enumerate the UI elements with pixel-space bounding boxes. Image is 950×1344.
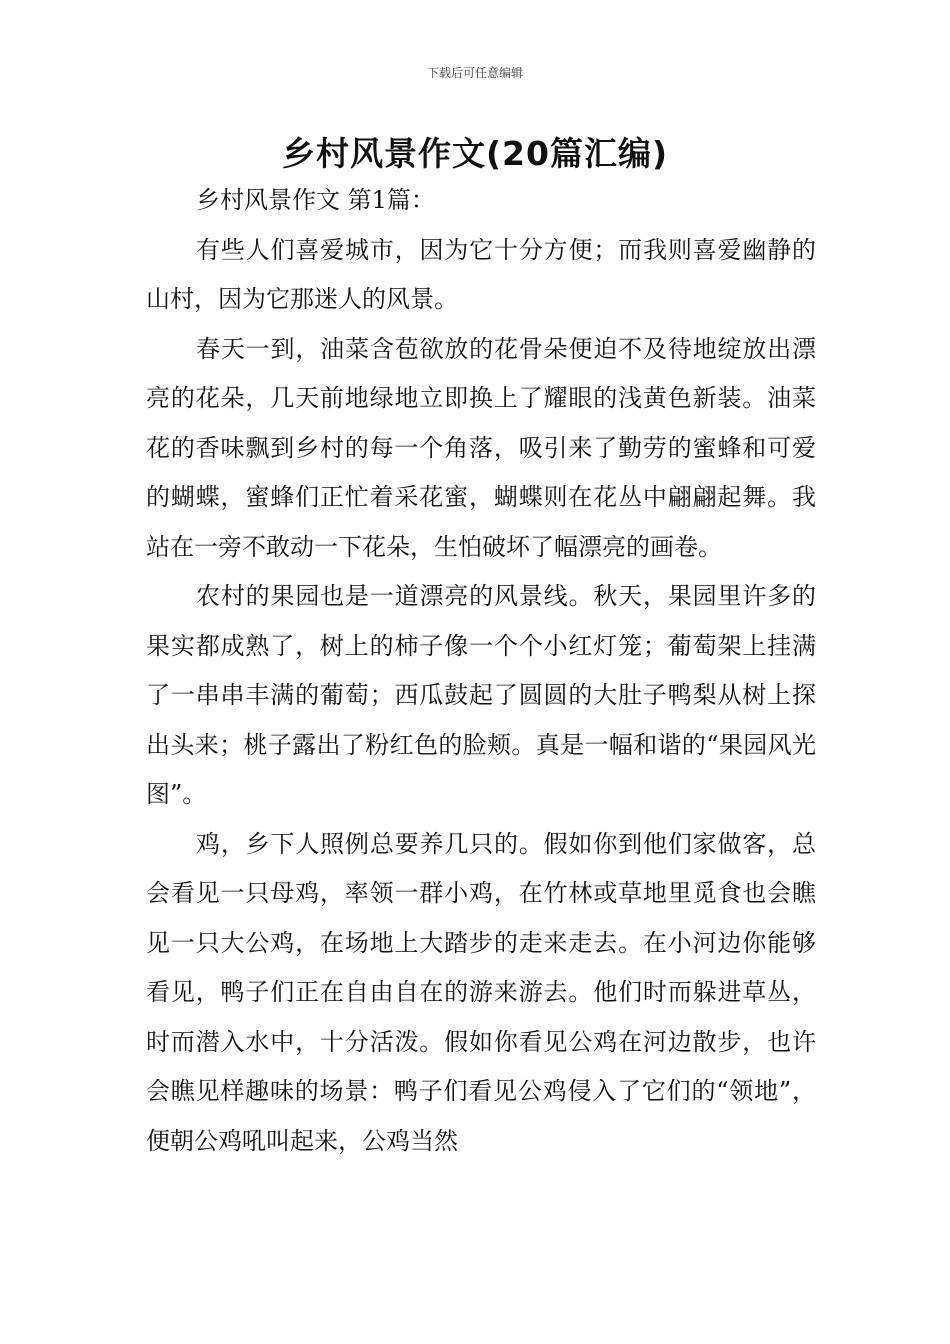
paragraph-3: 农村的果园也是一道漂亮的风景线。秋天，果园里许多的果实都成熟了，树上的柿子像一个个小红灯笼；葡萄架上挂满了一串串丰满的葡萄；西瓜鼓起了圆圆的大肚子鸭梨从树上探出头来；桃子露出了粉红色的脸颊。真是一幅和谐的“果园风光图”。 — [146, 582, 816, 808]
section-heading: 乡村风景作文 第1篇： — [196, 186, 435, 214]
paragraph-1: 有些人们喜爱城市，因为它十分方便；而我则喜爱幽静的山村，因为它那迷人的风景。 — [146, 235, 816, 313]
paragraph-2: 春天一到，油菜含苞欲放的花骨朵便迫不及待地绽放出漂亮的花朵，几天前地绿地立即换上了耀眼的浅黄色新装。油菜花的香味飘到乡村的每一个角落，吸引来了勤劳的蜜蜂和可爱的蝴蝶，蜜蜂们正忙着采花蜜，蝴蝶则在花丛中翩翩起舞。我站在一旁不敢动一下花朵，生怕破坏了幅漂亮的画卷。 — [146, 334, 816, 561]
header-note: 下载后可任意编辑 — [426, 66, 523, 80]
document-body — [146, 176, 816, 1166]
document-title: 乡村风景作文(20篇汇编) — [281, 134, 669, 173]
paragraph-4: 鸡，乡下人照例总要养几只的。假如你到他们家做客，总会看见一只母鸡，率领一群小鸡，在竹林或草地里觅食也会瞧见一只大公鸡，在场地上大踏步的走来走去。在小河边你能够看见，鸭子们正在自由自在的游来游去。他们时而躲进草丛，时而潜入水中，十分活泼。假如你看见公鸡在河边散步，也许会瞧见样趣味的场景：鸭子们看见公鸡侵入了它们的“领地”，便朝公鸡吼叫起来，公鸡当然 — [146, 829, 816, 1155]
